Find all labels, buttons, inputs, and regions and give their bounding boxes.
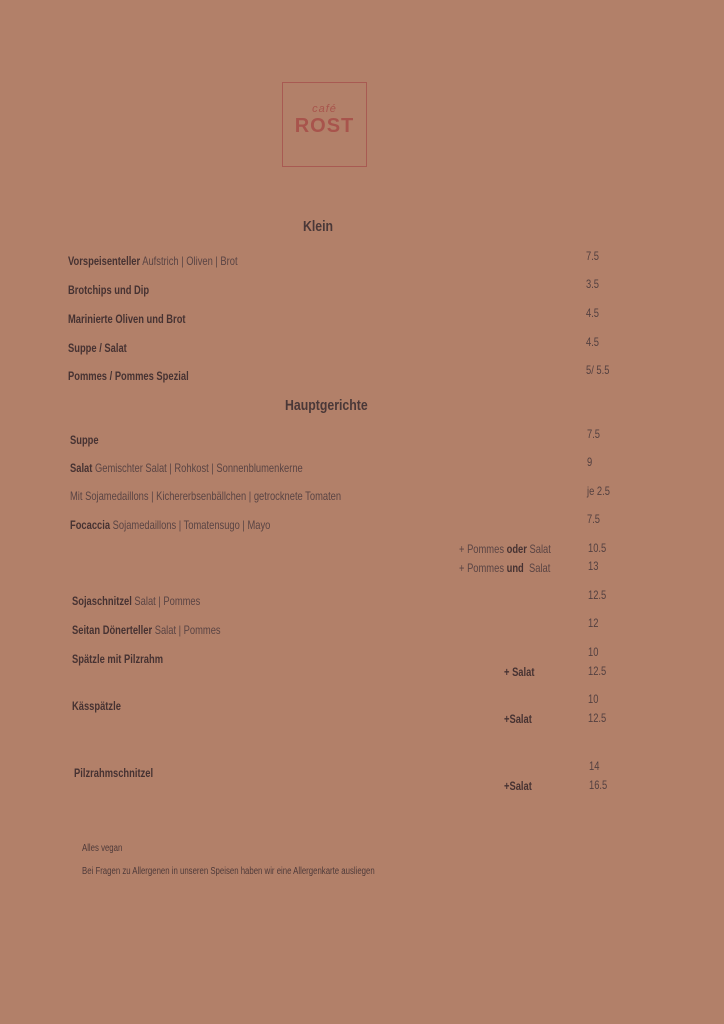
item-price: 7.5 bbox=[587, 427, 601, 441]
item-name: Spätzle mit Pilzrahm bbox=[72, 652, 164, 666]
item-price: 5/ 5.5 bbox=[586, 363, 610, 377]
menu-item-oliven bbox=[68, 312, 186, 326]
menu-item-suppe-salat bbox=[68, 341, 127, 355]
footer-vegan-note: Alles vegan bbox=[82, 843, 123, 854]
item-price: 13 bbox=[588, 559, 599, 573]
option-connector: oder bbox=[506, 542, 527, 556]
item-desc: Salat | Pommes bbox=[134, 594, 201, 608]
menu-item-pommes bbox=[68, 369, 189, 383]
menu-item-vorspeisenteller bbox=[68, 254, 238, 268]
logo-big-text: ROST bbox=[294, 115, 355, 137]
item-price: 7.5 bbox=[586, 249, 600, 263]
item-desc: Aufstrich | Oliven | Brot bbox=[142, 254, 238, 268]
cafe-rost-logo bbox=[282, 82, 367, 167]
item-price: 12.5 bbox=[588, 711, 607, 725]
item-price: 9 bbox=[587, 455, 593, 469]
menu-item-salat-extras bbox=[70, 489, 341, 503]
footer-allergen-note: Bei Fragen zu Allergenen in unseren Speisen haben wir eine Allergenkarte ausliegen bbox=[82, 866, 375, 877]
menu-item-focaccia bbox=[70, 518, 270, 532]
item-price: 4.5 bbox=[586, 306, 600, 320]
menu-item-spaetzle bbox=[72, 652, 163, 666]
option-label: +Salat bbox=[504, 712, 532, 726]
menu-item-brotchips bbox=[68, 283, 149, 297]
item-name: Marinierte Oliven und Brot bbox=[68, 312, 186, 326]
item-price: 3.5 bbox=[586, 277, 600, 291]
item-name: Kässpätzle bbox=[72, 699, 121, 713]
pilzrahmschnitzel-salat-option bbox=[504, 779, 532, 793]
item-price: 16.5 bbox=[589, 778, 608, 792]
section-title-hauptgerichte: Hauptgerichte bbox=[285, 397, 368, 414]
focaccia-option-pommes-oder-salat bbox=[459, 542, 551, 556]
item-price: 14 bbox=[589, 759, 600, 773]
spaetzle-salat-option bbox=[504, 665, 534, 679]
option-prefix: + Pommes bbox=[459, 542, 507, 556]
item-desc: Salat | Pommes bbox=[154, 623, 221, 637]
menu-item-pilzrahmschnitzel bbox=[74, 766, 153, 780]
item-name: Suppe / Salat bbox=[68, 341, 127, 355]
option-suffix: Salat bbox=[523, 561, 551, 575]
item-price: 12 bbox=[588, 616, 599, 630]
focaccia-option-pommes-und-salat bbox=[459, 561, 550, 575]
item-price: 10 bbox=[588, 692, 599, 706]
item-price: 10 bbox=[588, 645, 599, 659]
item-name: Focaccia bbox=[70, 518, 111, 532]
item-name: Vorspeisenteller bbox=[68, 254, 141, 268]
option-suffix: Salat bbox=[526, 542, 551, 556]
item-name: Salat bbox=[70, 461, 93, 475]
option-prefix: + Pommes bbox=[459, 561, 507, 575]
menu-item-seitan-doenerteller bbox=[72, 623, 221, 637]
menu-item-salat bbox=[70, 461, 303, 475]
option-label: + Salat bbox=[504, 665, 535, 679]
menu-item-kaesspaetzle bbox=[72, 699, 121, 713]
item-name: Pilzrahmschnitzel bbox=[74, 766, 154, 780]
item-price: 12.5 bbox=[588, 664, 607, 678]
option-label: +Salat bbox=[504, 779, 532, 793]
item-price: 10.5 bbox=[588, 541, 607, 555]
item-name: Sojaschnitzel bbox=[72, 594, 132, 608]
item-name: Seitan Dönerteller bbox=[72, 623, 153, 637]
item-price: je 2.5 bbox=[587, 484, 610, 498]
logo-small-text: café bbox=[312, 103, 337, 115]
item-price: 7.5 bbox=[587, 512, 601, 526]
item-price: 12.5 bbox=[588, 588, 607, 602]
option-connector: und bbox=[506, 561, 524, 575]
item-desc: Sojamedaillons | Tomatensugo | Mayo bbox=[112, 518, 271, 532]
item-name: Suppe bbox=[70, 433, 99, 447]
item-desc: Mit Sojamedaillons | Kichererbsenbällchen | getrocknete Tomaten bbox=[70, 489, 342, 503]
item-desc: Gemischter Salat | Rohkost | Sonnenblumenkerne bbox=[94, 461, 303, 475]
item-name: Brotchips und Dip bbox=[68, 283, 150, 297]
item-name: Pommes / Pommes Spezial bbox=[68, 369, 189, 383]
menu-item-suppe bbox=[70, 433, 99, 447]
item-price: 4.5 bbox=[586, 335, 600, 349]
section-title-klein: Klein bbox=[303, 218, 334, 235]
kaesspaetzle-salat-option bbox=[504, 712, 532, 726]
menu-item-sojaschnitzel bbox=[72, 594, 200, 608]
